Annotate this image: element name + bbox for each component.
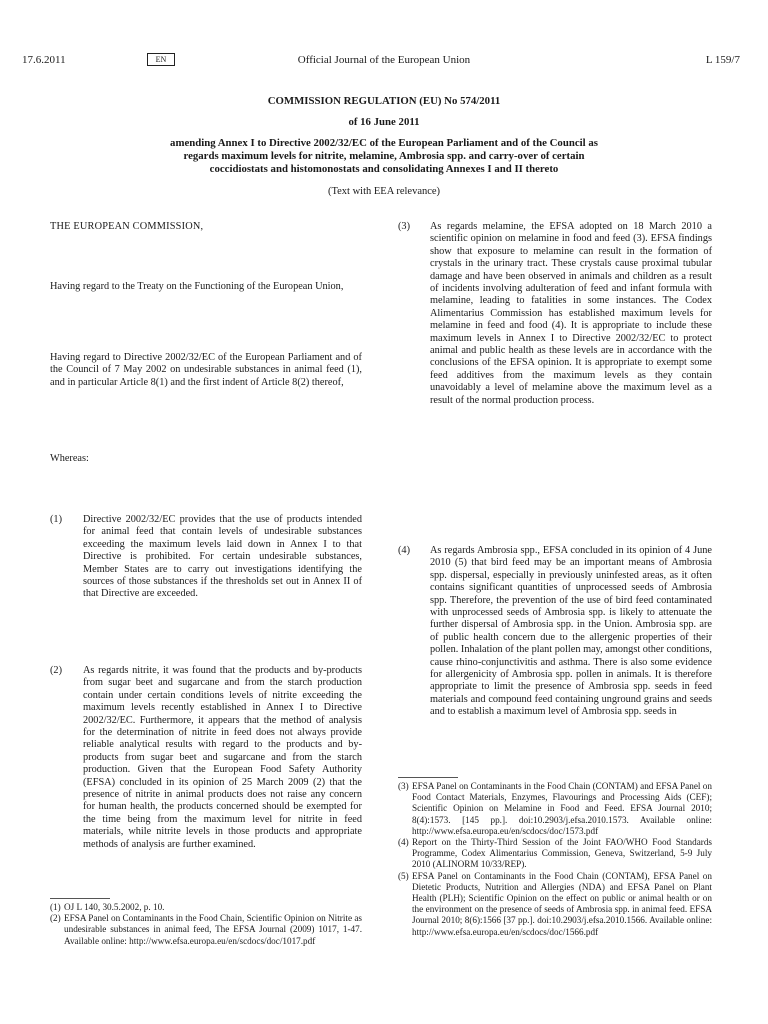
footnotes-right xyxy=(398,781,712,938)
recital-2-text: As regards nitrite, it was found that the products and by-products from sugar beet and sugarcane and from the starch production contain under certain conditions levels of nitrite exceeding the maximum levels recently established in Annex I to Directive 2002/32/EC. Furthermore, it appears that the method of analysis for the determination of nitrite in feed does not always provide reliable analytical results with regard to the products and by-products from sugar beet and sugarcane and from the starch production. Given that the European Food Safety Authority (EFSA) concluded in its opinion of 25 March 2009 (2) that the presence of nitrite in animal products does not raise any concern for human health, the products concerned should be exempted for the time being from the maximum level for nitrite in feed materials, while nitrite levels in those products and appropriate methods of analysis are further examined. xyxy=(83,665,362,850)
footnote-rule-left xyxy=(50,898,110,899)
regulation-subject-line-1: amending Annex I to Directive 2002/32/EC of the European Parliament and of the Council as xyxy=(170,137,598,149)
footnote-4-text: Report on the Thirty-Third Session of the Joint FAO/WHO Food Standards Programme, Codex Alimentarius Commission, Geneva, Switzerland, 5-9 July 2010 (ALINORM 10/33/REP). xyxy=(412,837,712,870)
recital-4-number: (4) xyxy=(398,545,411,556)
recital-2-number: (2) xyxy=(50,665,63,676)
recital-3-text: As regards melamine, the EFSA adopted on 18 March 2010 a scientific opinion on melamine in food and feed (3). EFSA findings show that exposure to melamine can result in the formation of crystals in the urinary tract. These crystals cause proximal tubular damage and have been observed in animals and children as a result of incidents involving adulteration of feed and infant formula with melamine, leading to fatalities in some instances. The Codex Alimentarius Commission has established maximum levels for melamine in feed and food (4). It is appropriate to include these maximum levels in Annex I to Directive 2002/32/EC to protect animal and public health as these levels are in accordance with the conclusions of the EFSA opinion. It is appropriate to exempt some feed additives from the maximum levels as they contain unavoidably a level of melamine above the maximum level as a result of the normal production process. xyxy=(430,221,712,406)
recital-1-text: Directive 2002/32/EC provides that the use of products intended for animal feed that contain levels of undesirable substances exceeding the maximum levels laid down in Annex I to that Directive is prohibited. For certain undesirable substances, Member States are to carry out investigations identifying the sources of those substances if the thresholds set out in Annex II of that Directive are exceeded. xyxy=(83,514,362,600)
regulation-subject-line-2: regards maximum levels for nitrite, melamine, Ambrosia spp. and carry-over of certain xyxy=(183,150,585,162)
footnote-1-text: OJ L 140, 30.5.2002, p. 10. xyxy=(64,902,165,912)
footnote-1 xyxy=(50,902,362,913)
language-badge: EN xyxy=(147,53,175,66)
whereas-heading: Whereas: xyxy=(50,453,89,464)
recital-1-number: (1) xyxy=(50,514,63,525)
footnote-1-mark: (1) xyxy=(50,902,61,912)
regulation-date: of 16 June 2011 xyxy=(348,116,420,128)
footnote-4-mark: (4) xyxy=(398,837,409,848)
header-date: 17.6.2011 xyxy=(22,54,66,66)
regulation-subject-line-3: coccidiostats and histomonostats and consolidating Annexes I and II thereto xyxy=(209,163,559,175)
footnote-3-text: EFSA Panel on Contaminants in the Food Chain (CONTAM) and EFSA Panel on Food Contact Materials, Enzymes, Flavourings and Processing Aids (CEF); Scientific Opinion on Melamine in Food and Feed. EFSA Journal 2010; 8(4):1573. [145 pp.]. doi:10.2903/j.efsa.2010.1573. Available online: http://www.efsa.europa.eu/en/scdocs/doc/1573.pdf xyxy=(412,781,712,836)
footnote-5-text: EFSA Panel on Contaminants in the Food Chain (CONTAM), EFSA Panel on Dietetic Products, Nutrition and Allergies (NDA) and EFSA Panel on Plant Health (PLH); Scientific Opinion on the effect on public or animal health or on the environment on the presence of seeds of Ambrosia spp. in animal feed. EFSA Journal 2010; 8(6):1566 [37 pp.]. doi:10.2903/j.efsa.2010.1566. Available online: http://www.efsa.europa.eu/en/scdocs/doc/1566.pdf xyxy=(412,870,712,937)
footnotes-left xyxy=(50,902,362,947)
footnote-3-mark: (3) xyxy=(398,781,409,791)
footnote-3 xyxy=(398,781,712,837)
page-reference: L 159/7 xyxy=(705,54,740,66)
footnote-2-mark: (2) xyxy=(50,913,61,924)
recital-4-text: As regards Ambrosia spp., EFSA concluded in its opinion of 4 June 2010 (5) that bird feed may be an important means of Ambrosia spp. dispersal, especially in previously uninfested areas, as it often contains significant quantities of unprocessed seeds of Ambrosia spp. Therefore, the prevention of the use of bird feed contaminated with unprocessed seeds of Ambrosia spp. is likely to attenuate the further dispersal of Ambrosia spp. in the Union. Ambrosia spp. are of public health concern due to the allergenic properties of their pollen. Inhalation of the plant pollen may, amongst other conditions, cause rhino-conjunctivitis and asthma. There is also some evidence for allergenicity of Ambrosia spp. pollen in animals. It is therefore appropriate to limit the presence of Ambrosia spp. seeds in feed materials and compound feed containing unground grains and seeds and to establish a maximum level of Ambrosia spp. seeds in xyxy=(430,545,712,718)
footnote-5 xyxy=(398,871,712,938)
footnote-2 xyxy=(50,913,362,947)
commission-heading: THE EUROPEAN COMMISSION, xyxy=(50,221,204,232)
footnote-rule-right xyxy=(398,777,458,778)
eea-relevance: (Text with EEA relevance) xyxy=(327,186,441,197)
footnote-4 xyxy=(398,837,712,871)
recital-3-number: (3) xyxy=(398,221,411,232)
recital-directive: Having regard to Directive 2002/32/EC of the European Parliament and of the Council of 7 May 2002 on undesirable substances in animal feed (1), and in particular Article 8(1) and the first indent of Article 8(2) thereof, xyxy=(50,352,362,388)
recital-treaty: Having regard to the Treaty on the Functioning of the European Union, xyxy=(50,281,344,292)
footnote-2-text: EFSA Panel on Contaminants in the Food Chain, Scientific Opinion on Nitrite as undesirable substances in animal feed, The EFSA Journal (2009) 1017, 1-47. Available online: http://www.efsa.europa.eu/en/scdocs/doc/1017.pdf xyxy=(64,913,362,946)
journal-title: Official Journal of the European Union xyxy=(297,54,471,66)
regulation-title: COMMISSION REGULATION (EU) No 574/2011 xyxy=(267,95,501,107)
footnote-5-mark: (5) xyxy=(398,870,409,881)
